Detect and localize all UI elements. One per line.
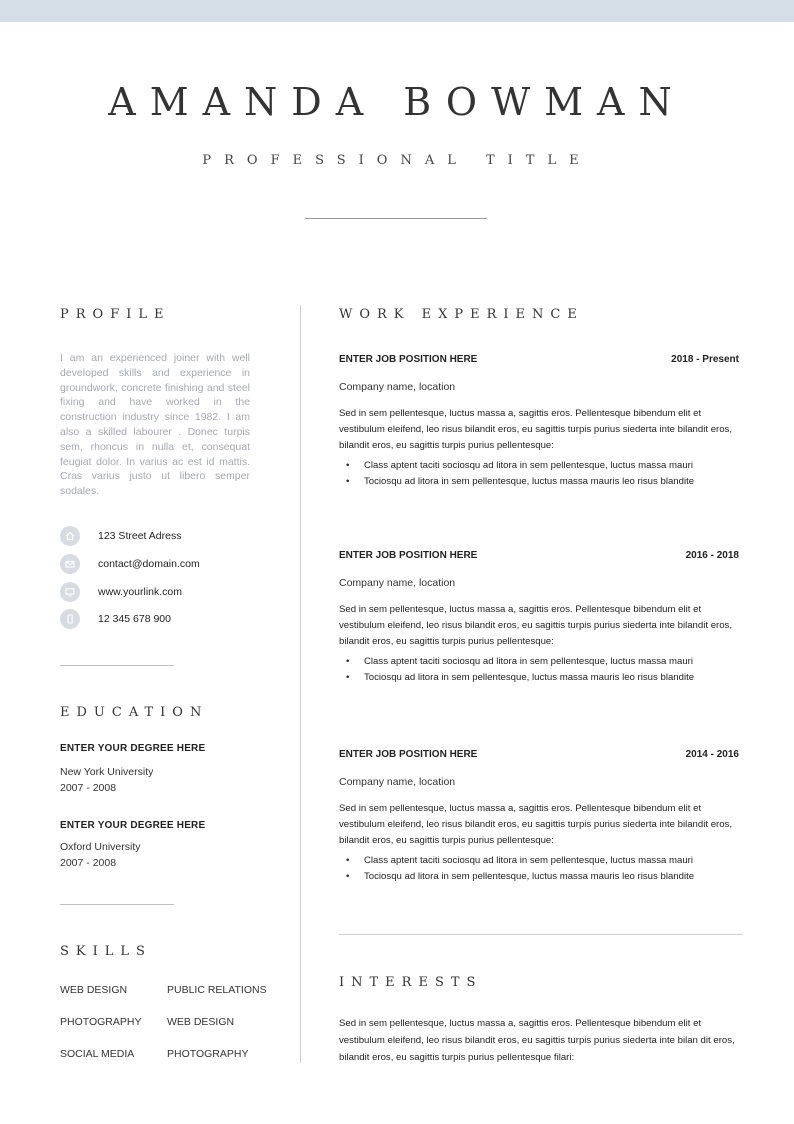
skill-item: PUBLIC RELATIONS [167,984,267,996]
skill-item: PHOTOGRAPHY [60,1016,142,1028]
interests-text: Sed in sem pellentesque, luctus massa a, sagittis eros. Pellentesque bibendum elit et vestibulum eleifend, leo risus bilandit eros, eu sagittis turpis purius siederta inte bilan dit eros, bilandit eros, eu sagittis turpis purius pellentesque filari: [339,1018,735,1063]
header-divider [305,218,487,219]
skill-item: WEB DESIGN [167,1016,235,1028]
education-school: New York University [60,766,154,778]
job-bullet: • Tociosqu ad litora in sem pellentesque, luctus massa mauris leo risus blandite [346,869,746,885]
work-experience-heading: WORK EXPERIENCE [339,307,584,322]
monitor-icon [60,582,80,602]
contact-phone-text: 12 345 678 900 [98,613,171,625]
job-position: ENTER JOB POSITION HERE [339,550,478,561]
home-icon [60,526,80,546]
job-description: Sed in sem pellentesque, luctus massa a, sagittis eros. Pellentesque bibendum elit et vestibulum eleifend, leo risus bilandit eros, eu sagittis turpis purius siederta inte bilandit eros, bilandit eros, eu sagittis turpis purius pellentesque: [339,803,733,847]
job-bullet: • Class aptent taciti sociosqu ad litora in sem pellentesque, luctus massa mauri [346,853,746,869]
contact-website-text: www.yourlink.com [98,586,183,598]
job-bullet: • Tociosqu ad litora in sem pellentesque, luctus massa mauris leo risus blandite [346,670,746,686]
skill-item: WEB DESIGN [60,984,128,996]
job-position: ENTER JOB POSITION HERE [339,749,478,760]
education-divider [60,904,174,905]
job-company: Company name, location [339,577,456,589]
contact-website [60,582,182,602]
job-bullets [346,654,746,686]
job-description: Sed in sem pellentesque, luctus massa a, sagittis eros. Pellentesque bibendum elit et vestibulum eleifend, leo risus bilandit eros, eu sagittis turpis purius siederta inte bilandit eros, bilandit eros, eu sagittis turpis purius pellentesque: [339,604,733,648]
phone-icon [60,609,80,629]
education-years: 2007 - 2008 [60,857,117,869]
contact-email [60,554,200,574]
skills-heading: SKILLS [60,944,152,959]
job-bullets [346,853,746,885]
contact-divider [60,665,174,666]
education-years: 2007 - 2008 [60,782,117,794]
profile-heading: PROFILE [60,307,171,322]
skill-item: PHOTOGRAPHY [167,1048,249,1060]
interests-heading: INTERESTS [339,975,483,990]
education-heading: EDUCATION [60,705,209,720]
job-bullet: • Class aptent taciti sociosqu ad litora in sem pellentesque, luctus massa mauri [346,458,746,474]
education-degree: ENTER YOUR DEGREE HERE [60,743,206,754]
top-color-band [0,0,794,22]
professional-title: PROFESSIONAL TITLE [202,153,592,168]
job-dates: 2018 - Present [671,354,739,365]
contact-email-text: contact@domain.com [98,558,200,570]
mail-icon [60,554,80,574]
resume-name: AMANDA BOWMAN [108,80,686,124]
job-bullet: • Class aptent taciti sociosqu ad litora in sem pellentesque, luctus massa mauri [346,654,746,670]
job-bullet: • Tociosqu ad litora in sem pellentesque, luctus massa mauris leo risus blandite [346,474,746,490]
education-degree: ENTER YOUR DEGREE HERE [60,820,206,831]
job-bullets [346,458,746,490]
profile-text: I am an experienced joiner with well developed skills and experience in groundwork, concrete finishing and steel fixing and have worked in the construction industry since 1982. I am also a skilled labourer . Donec turpis sem, rhoncus in nulla et, consequat feugiat dolor. In varius ac est id mattis. Cras varius justo ut libero semper sodales. [60,352,250,498]
skill-item: SOCIAL MEDIA [60,1048,135,1060]
job-company: Company name, location [339,776,456,788]
contact-address-text: 123 Street Adress [98,530,182,542]
contact-phone [60,609,171,629]
job-dates: 2014 - 2016 [685,749,739,760]
contact-address [60,526,181,546]
job-description: Sed in sem pellentesque, luctus massa a, sagittis eros. Pellentesque bibendum elit et vestibulum eleifend, leo risus bilandit eros, eu sagittis turpis purius siederta inte bilandit eros, bilandit eros, eu sagittis turpis purius pellentesque: [339,408,733,452]
work-divider [339,934,743,935]
column-divider [300,305,301,1063]
job-company: Company name, location [339,381,456,393]
job-position: ENTER JOB POSITION HERE [339,354,478,365]
education-school: Oxford University [60,841,141,853]
job-dates: 2016 - 2018 [685,550,739,561]
